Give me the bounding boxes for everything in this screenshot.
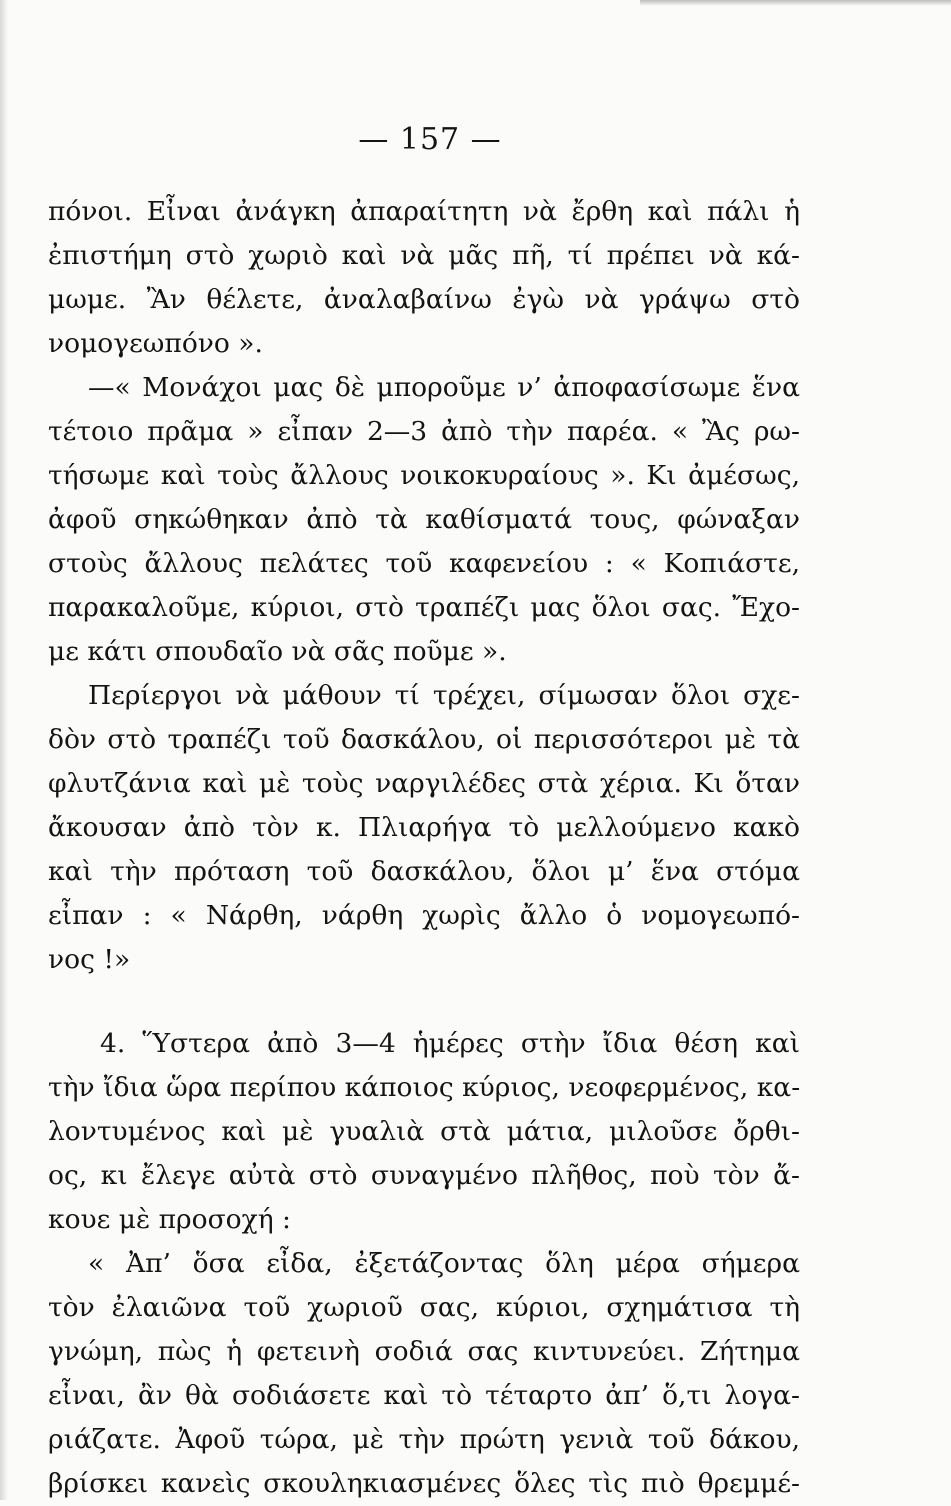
page-number: — 157 —: [358, 122, 502, 157]
text-line: —« Μονάχοι μας δὲ μποροῦμε ν’ ἀποφασίσωμε ἕνα: [88, 372, 800, 403]
text-line: εἶπαν : « Νάρθη, νάρθη χωρὶς ἄλλο ὁ νομογεωπό-: [48, 900, 800, 931]
text-line: καὶ τὴν πρόταση τοῦ δασκάλου, ὅλοι μ’ ἕνα στόμα: [48, 856, 800, 887]
text-line: δὸν στὸ τραπέζι τοῦ δασκάλου, οἱ περισσότεροι μὲ τὰ: [48, 724, 800, 755]
text-line: τὸν ἐλαιῶνα τοῦ χωριοῦ σας, κύριοι, σχημάτισα τὴ: [48, 1292, 800, 1323]
text-line: τήσωμε καὶ τοὺς ἄλλους νοικοκυραίους ». Κι ἀμέσως,: [48, 460, 800, 491]
text-line: κουε μὲ προσοχή :: [48, 1204, 291, 1235]
text-line: πόνοι. Εἶναι ἀνάγκη ἀπαραίτητη νὰ ἔρθη καὶ πάλι ἡ: [48, 196, 800, 227]
text-line: στοὺς ἄλλους πελάτες τοῦ καφενείου : « Κοπιάστε,: [48, 548, 800, 579]
page-top-edge: [640, 0, 951, 6]
text-line: τὴν ἴδια ὥρα περίπου κάποιος κύριος, νεοφερμένος, κα-: [48, 1072, 801, 1103]
text-line: ριάζατε. Ἀφοῦ τώρα, μὲ τὴν πρώτη γενιὰ τοῦ δάκου,: [48, 1424, 800, 1455]
text-line: Περίεργοι νὰ μάθουν τί τρέχει, σίμωσαν ὅλοι σχε-: [88, 680, 800, 711]
text-line: τέτοιο πρᾶμα » εἶπαν 2—3 ἀπὸ τὴν παρέα. « Ἂς ρω-: [48, 416, 800, 447]
text-line: παρακαλοῦμε, κύριοι, στὸ τραπέζι μας ὅλοι σας. Ἔχο-: [48, 592, 800, 623]
text-line: φλυτζάνια καὶ μὲ τοὺς ναργιλέδες στὰ χέρια. Κι ὅταν: [48, 768, 800, 799]
section-4-start: 4. Ὕστερα ἀπὸ 3—4 ἡμέρες στὴν ἴδια θέση καὶ: [100, 1028, 800, 1059]
text-line: νομογεωπόνο ».: [48, 328, 263, 359]
text-line: με κάτι σπουδαῖο νὰ σᾶς ποῦμε ».: [48, 636, 507, 667]
text-line: γνώμη, πὼς ἡ φετεινὴ σοδιά σας κιντυνεύει. Ζήτημα: [48, 1336, 800, 1367]
text-line: ἐπιστήμη στὸ χωριὸ καὶ νὰ μᾶς πῆ, τί πρέπει νὰ κά-: [48, 240, 800, 271]
text-line: μωμε. Ἂν θέλετε, ἀναλαβαίνω ἐγὼ νὰ γράψω στὸ: [48, 284, 800, 315]
body-text: [48, 190, 800, 1506]
page-edge-shadow: [0, 0, 8, 1500]
text-line: νος !»: [48, 944, 131, 975]
text-line: βρίσκει κανεὶς σκουληκιασμένες ὅλες τὶς πιὸ θρεμμέ-: [48, 1468, 800, 1499]
text-line: εἶναι, ἂν θὰ σοδιάσετε καὶ τὸ τέταρτο ἀπ’ ὅ,τι λογα-: [48, 1380, 800, 1411]
text-line: ἄκουσαν ἀπὸ τὸν κ. Πλιαρήγα τὸ μελλούμενο κακὸ: [48, 812, 800, 843]
text-line: λοντυμένος καὶ μὲ γυαλιὰ στὰ μάτια, μιλοῦσε ὄρθι-: [48, 1116, 800, 1147]
text-line: ος, κι ἔλεγε αὐτὰ στὸ συναγμένο πλῆθος, ποὺ τὸν ἄ-: [48, 1160, 800, 1191]
text-line: ἀφοῦ σηκώθηκαν ἀπὸ τὰ καθίσματά τους, φώναξαν: [48, 504, 800, 535]
text-line: « Ἀπ’ ὅσα εἶδα, ἐξετάζοντας ὅλη μέρα σήμερα: [88, 1248, 800, 1279]
